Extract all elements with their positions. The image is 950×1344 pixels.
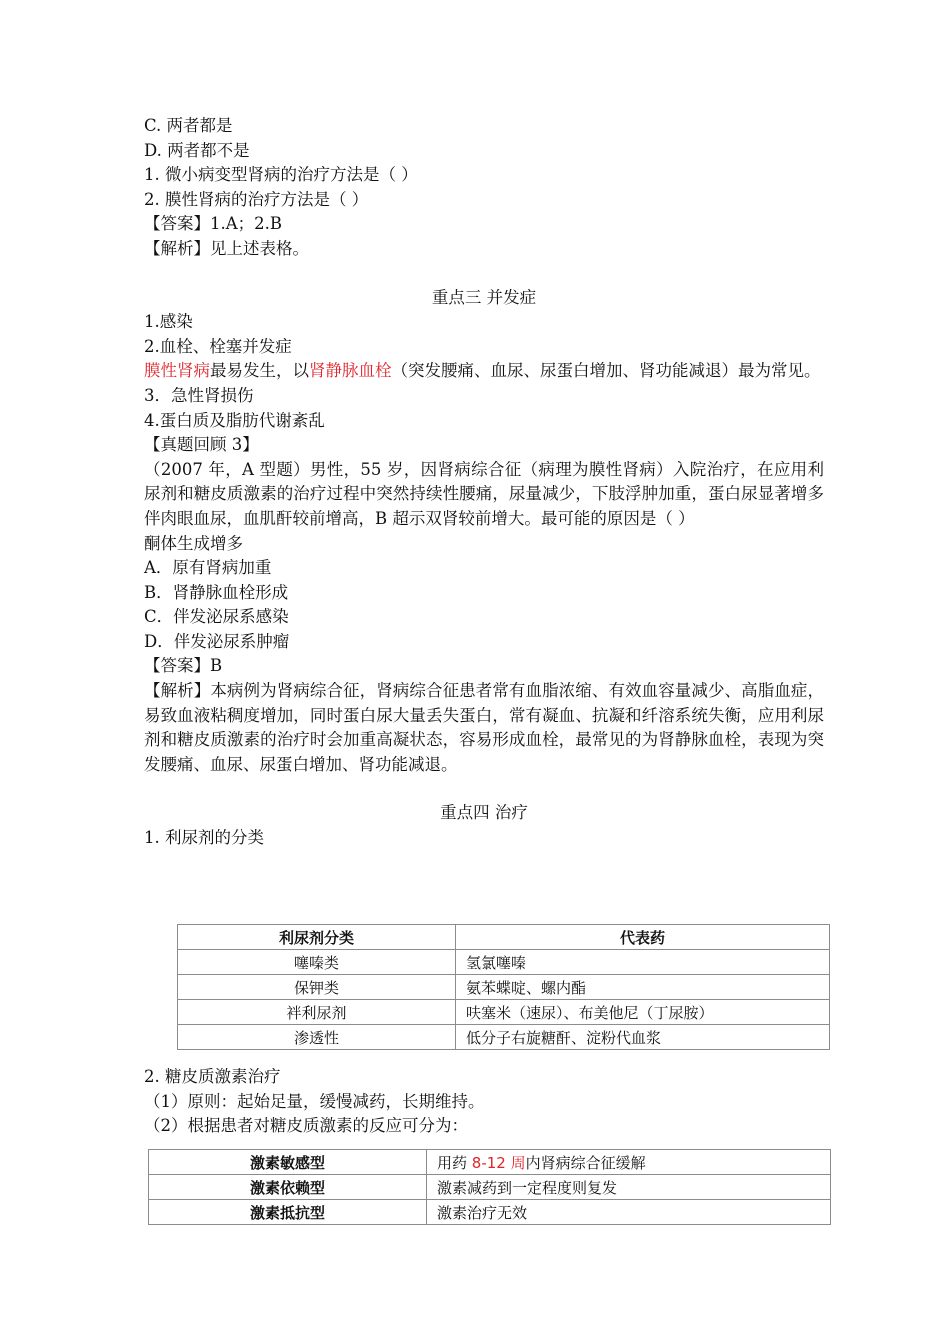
- steroid-classify: （2）根据患者对糖皮质激素的反应可分为：: [144, 1116, 468, 1135]
- highlight-membranous: 膜性肾病: [144, 361, 210, 381]
- steroid-response: 激素减药到一定程度则复发: [427, 1175, 831, 1200]
- highlight-weeks: 8-12 周: [471, 1153, 526, 1172]
- document-body: [144, 114, 824, 851]
- diuretic-drug: 氨苯蝶啶、螺内酯: [456, 975, 830, 1000]
- review-title: 【真题回顾 3】: [144, 435, 259, 455]
- option-d: D. 两者都不是: [144, 140, 250, 160]
- highlight-renal-vein: 肾静脉血栓: [309, 361, 392, 381]
- review-option-c: C．伴发泌尿系感染: [144, 607, 289, 627]
- review-option-d: D．伴发泌尿系肿瘤: [144, 631, 290, 651]
- diuretic-table: [177, 924, 830, 1050]
- option-c: C. 两者都是: [144, 116, 233, 135]
- steroid-type: 激素敏感型: [149, 1150, 427, 1175]
- complication-infection: 1.感染: [144, 312, 193, 332]
- table-row: [178, 1025, 830, 1050]
- steroid-heading: 2. 糖皮质激素治疗: [144, 1067, 281, 1086]
- steroid-type: 激素依赖型: [149, 1175, 427, 1200]
- review-analysis: 【解析】本病例为肾病综合征，肾病综合征患者常有血脂浓缩、有效血容量减少、高脂血症，易致血液粘稠度增加，同时蛋白尿大量丢失蛋白，常有凝血、抗凝和纤溶系统失衡，应用利尿剂和糖皮质激素的治疗时会加重高凝状态，容易形成血栓，最常见的为肾静脉血栓，表现为突发腰痛、血尿、尿蛋白增加、肾功能减退。: [144, 681, 824, 774]
- review-option-a: A．原有肾病加重: [144, 558, 272, 578]
- question-2: 2. 膜性肾病的治疗方法是（ ）: [144, 189, 369, 209]
- steroid-response: 激素治疗无效: [427, 1200, 831, 1225]
- review-stem: （2007 年，A 型题）男性，55 岁，因肾病综合征（病理为膜性肾病）入院治疗，在应用利尿剂和糖皮质激素的治疗过程中突然持续性腰痛，尿量减少，下肢浮肿加重，蛋白尿显著增多伴肉眼血尿，血肌酐较前增高，B 超示双肾较前增大。最可能的原因是（ ）: [144, 459, 824, 528]
- complication-aki: 3．急性肾损伤: [144, 385, 254, 405]
- complication-metabolism: 4.蛋白质及脂肪代谢紊乱: [144, 410, 325, 430]
- diuretic-drug: 呋塞米（速尿）、布美他尼（丁尿胺）: [456, 1000, 830, 1025]
- table-row: [178, 975, 830, 1000]
- header-category: 利尿剂分类: [178, 925, 456, 950]
- diuretic-category: 保钾类: [178, 975, 456, 1000]
- thrombosis-note: 膜性肾病最易发生，以肾静脉血栓（突发腰痛、血尿、尿蛋白增加、肾功能减退）最为常见。: [144, 361, 821, 381]
- question-1: 1. 微小病变型肾病的治疗方法是（ ）: [144, 165, 418, 185]
- diuretic-category: 袢利尿剂: [178, 1000, 456, 1025]
- table-row: [178, 950, 830, 975]
- table-row: [149, 1200, 831, 1225]
- steroid-table: [148, 1149, 831, 1225]
- steroid-response: 用药 8-12 周内肾病综合征缓解: [427, 1150, 831, 1175]
- diuretic-category: 渗透性: [178, 1025, 456, 1050]
- steroid-type: 激素抵抗型: [149, 1200, 427, 1225]
- review-extra: 酮体生成增多: [144, 533, 243, 553]
- diuretic-drug: 低分子右旋糖酐、淀粉代血浆: [456, 1025, 830, 1050]
- table-row: [178, 1000, 830, 1025]
- review-option-b: B．肾静脉血栓形成: [144, 582, 289, 602]
- table-row: [149, 1175, 831, 1200]
- review-answer: 【答案】B: [144, 656, 223, 676]
- section-3-title: 重点三 并发症: [431, 287, 537, 307]
- diuretic-heading: 1. 利尿剂的分类: [144, 828, 264, 848]
- diuretic-drug: 氢氯噻嗪: [456, 950, 830, 975]
- header-drug: 代表药: [456, 925, 830, 950]
- steroid-principle: （1）原则：起始足量，缓慢减药，长期维持。: [144, 1092, 485, 1111]
- section-4-title: 重点四 治疗: [440, 803, 528, 823]
- complication-thrombosis: 2.血栓、栓塞并发症: [144, 336, 292, 356]
- table-row: [149, 1150, 831, 1175]
- analysis-1: 【解析】见上述表格。: [144, 238, 309, 258]
- diuretic-category: 噻嗪类: [178, 950, 456, 975]
- answer-1: 【答案】1.A；2.B: [144, 214, 283, 234]
